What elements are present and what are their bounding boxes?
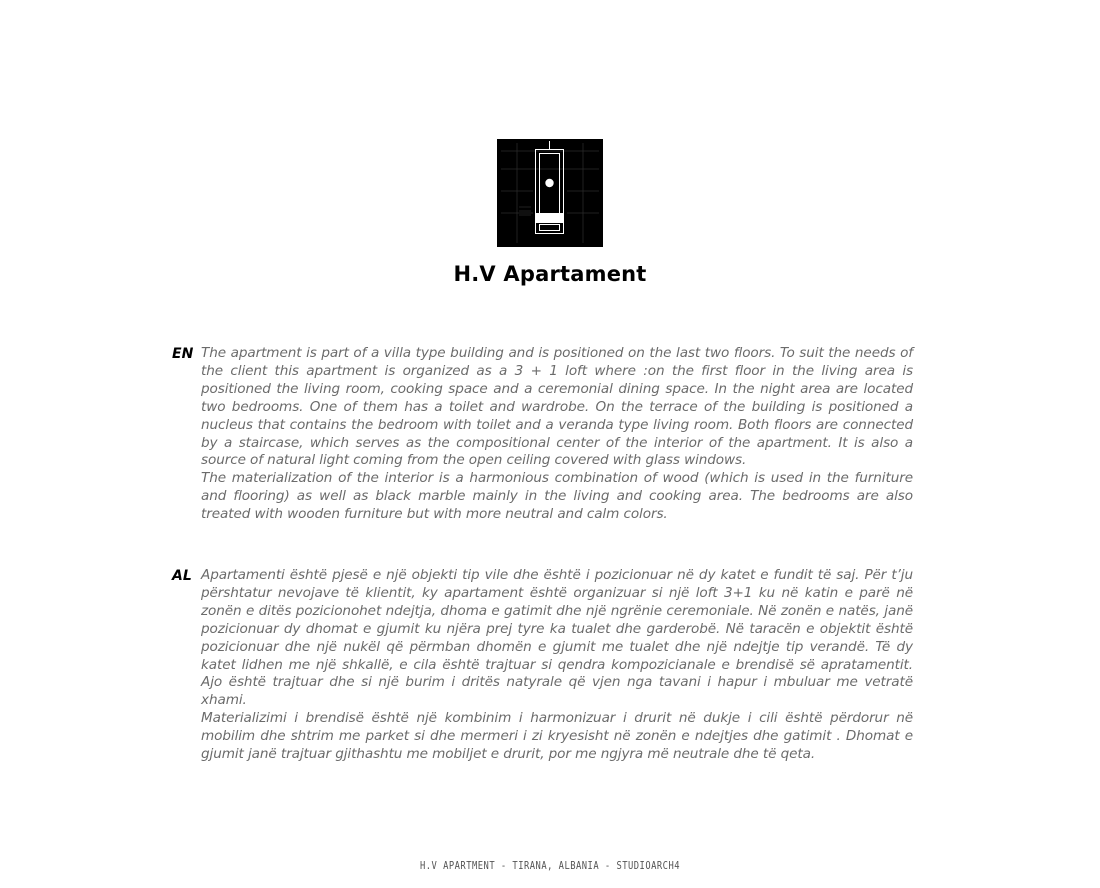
english-paragraph-2: The materialization of the interior is a harmonious combination of wood (which is used in the furniture and flooring) as well as black marble mainly in the living and cooking area. The bedrooms are also treated with wooden furniture but with more neutral and calm colors. xyxy=(201,470,913,523)
english-paragraph-1: The apartment is part of a villa type building and is positioned on the last two floors. To suit the needs of the client this apartment is organized as a 3 + 1 loft where :on the first floor in the living area is positioned the living room, cooking space and a ceremonial dining space. In the night area are located two bedrooms. One of them has a toilet and wardrobe. On the terrace of the building is positioned a nucleus that contains the bedroom with toilet and a veranda type living room. Both floors are connected by a staircase, which serves as the compositional center of the interior of the apartment. It is also a source of natural light coming from the open ceiling covered with glass windows. xyxy=(201,345,913,469)
albanian-paragraph-2: Materializimi i brendisë është një kombinim i harmonizuar i drurit në dukje i cili është përdorur në mobilim dhe shtrim me parket si dhe mermeri i zi kryesisht në zonën e ndejtjes dhe gatimit . Dhomat e gjumit janë trajtuar gjithashtu me mobiljet e drurit, por me ngjyra më neutrale dhe të qeta. xyxy=(201,710,913,763)
floor-plan-logo-icon xyxy=(497,139,603,247)
language-tag-al: AL xyxy=(172,568,192,584)
language-tag-en: EN xyxy=(172,346,194,362)
footer-caption: H.V APARTMENT - TIRANA, ALBANIA - STUDIOARCH4 xyxy=(419,859,680,872)
albanian-paragraph-1: Apartamenti është pjesë e një objekti tip vile dhe është i pozicionuar në dy katet e fundit të saj. Për t’ju përshtatur nevojave të klientit, ky apartament është organizuar si një loft 3+1 ku në katin e parë në zonën e ditës pozicionohet ndejtja, dhoma e gatimit dhe një ngrënie ceremoniale. Në zonën e natës, janë pozicionuar dy dhomat e gjumit ku njëra prej tyre ka tualet dhe garderobë. Në taracën e objektit është pozicionuar dhe një nukël që përmban dhomën e gjumit me tualet dhe një ndejtje tip verandë. Të dy katet lidhen me një shkallë, e cila është trajtuar si qendra kompozicianale e brendisë së apratamentit. Ajo është trajtuar dhe si një burim i dritës natyrale që vjen nga tavani i hapur i mbuluar me vetratë xhami. xyxy=(201,567,913,709)
page-title: H.V Apartament xyxy=(453,262,647,286)
albanian-description-text xyxy=(201,567,913,764)
english-description-text xyxy=(201,345,913,524)
